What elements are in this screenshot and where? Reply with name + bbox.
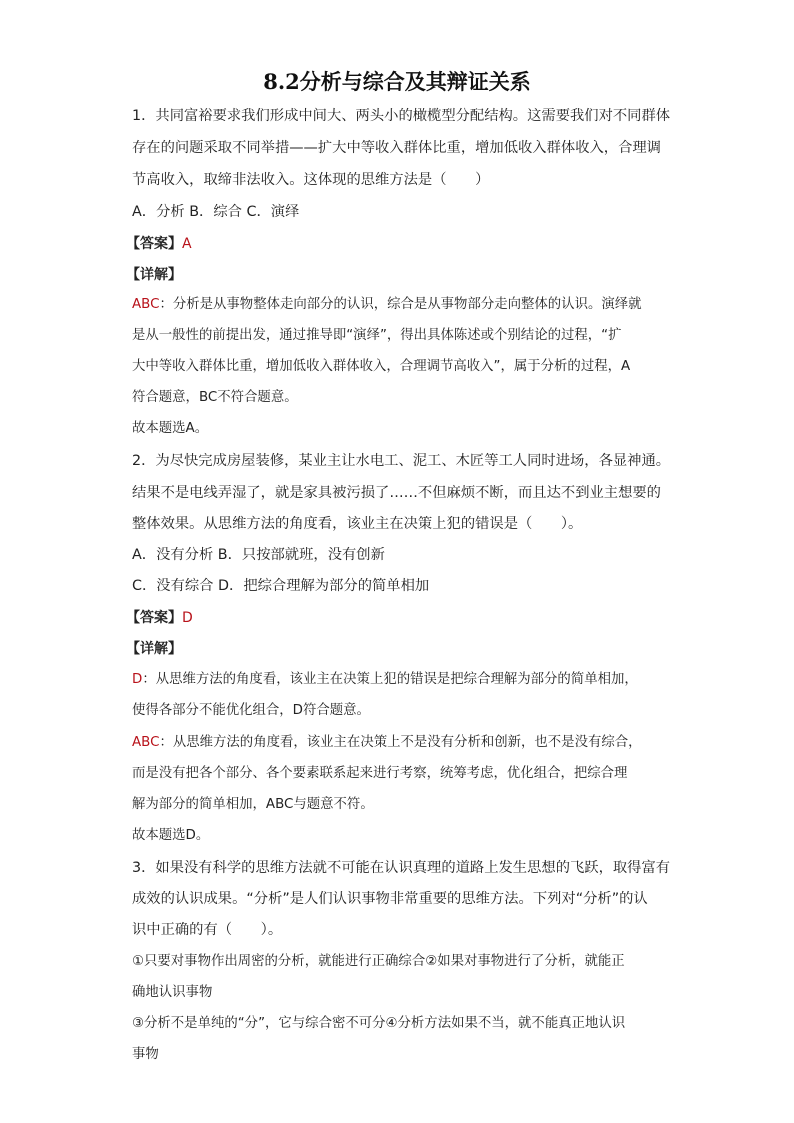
page-title: 8.2分析与综合及其辩证关系 [263, 69, 531, 94]
detail-prefix: D [132, 672, 143, 687]
q2-options: C．没有综合 D．把综合理解为部分的简单相加 [132, 578, 430, 594]
q2-detail-line [132, 733, 672, 753]
q2-detail-line: 解为部分的简单相加，ABC与题意不符。 [132, 797, 374, 812]
q1-stem-line: 存在的问题采取不同举措——扩大中等收入群体比重，增加低收入群体收入，合理调 [132, 140, 661, 156]
answer-value: D [182, 610, 193, 626]
q1-conclusion: 故本题选A。 [132, 421, 209, 436]
q2-stem-line: 2．为尽快完成房屋装修，某业主让水电工、泥工、木匠等工人同时进场，各显神通。 [132, 453, 671, 469]
detail-text: ：从思维方法的角度看，该业主在决策上犯的错误是把综合理解为部分的简单相加， [142, 672, 638, 687]
q2-detail-label: 【详解】 [126, 641, 182, 657]
answer-label: 【答案】 [126, 236, 182, 252]
q1-detail-line: 大中等收入群体比重，增加低收入群体收入，合理调节高收入”，属于分析的过程，A [132, 359, 631, 374]
q1-detail-line: 符合题意，BC不符合题意。 [132, 390, 298, 405]
q1-options: A．分析 B．综合 C．演绎 [132, 204, 300, 220]
q1-detail-line [132, 295, 672, 315]
q2-detail-line: 使得各部分不能优化组合，D符合题意。 [132, 703, 370, 718]
q2-stem-line: 整体效果。从思维方法的角度看，该业主在决策上犯的错误是（ ）。 [132, 516, 583, 532]
detail-text: ：分析是从事物整体走向部分的认识，综合是从事物部分走向整体的认识。演绎就 [159, 297, 642, 312]
q2-options: A．没有分析 B．只按部就班，没有创新 [132, 547, 385, 563]
q1-stem-line: 1．共同富裕要求我们形成中间大、两头小的橄榄型分配结构。这需要我们对不同群体 [132, 108, 671, 124]
q3-statement-line: 事物 [132, 1047, 159, 1062]
q1-stem-line: 节高收入，取缔非法收入。这体现的思维方法是（ ） [132, 172, 490, 188]
q2-stem-line: 结果不是电线弄湿了，就是家具被污损了……不但麻烦不断，而且达不到业主想要的 [132, 485, 661, 501]
answer-value: A [182, 236, 192, 252]
q3-statement-line: 确地认识事物 [132, 985, 213, 1000]
q3-statement-line: ③分析不是单纯的“分”，它与综合密不可分④分析方法如果不当，就不能真正地认识 [132, 1016, 626, 1031]
answer-label: 【答案】 [126, 610, 182, 626]
q1-answer [126, 233, 192, 253]
detail-prefix: ABC [132, 297, 160, 312]
q2-conclusion: 故本题选D。 [132, 828, 210, 843]
q1-detail-line: 是从一般性的前提出发，通过推导即“演绎”，得出具体陈述或个别结论的过程，“扩 [132, 328, 622, 343]
detail-prefix: ABC [132, 735, 160, 750]
q3-stem-line: 成效的认识成果。“分析”是人们认识事物非常重要的思维方法。下列对“分析”的认 [132, 891, 648, 907]
q3-stem-line: 识中正确的有（ ）。 [132, 922, 283, 938]
q1-detail-label: 【详解】 [126, 267, 182, 283]
q3-statement-line: ①只要对事物作出周密的分析，就能进行正确综合②如果对事物进行了分析，就能正 [132, 954, 625, 969]
detail-text: ：从思维方法的角度看，该业主在决策上不是没有分析和创新，也不是没有综合， [159, 735, 642, 750]
q2-detail-line: 而是没有把各个部分、各个要素联系起来进行考察，统筹考虑，优化组合，把综合理 [132, 766, 628, 781]
q3-stem-line: 3．如果没有科学的思维方法就不可能在认识真理的道路上发生思想的飞跃，取得富有 [132, 860, 671, 876]
q2-answer [126, 607, 193, 627]
q2-detail-line [132, 670, 672, 690]
